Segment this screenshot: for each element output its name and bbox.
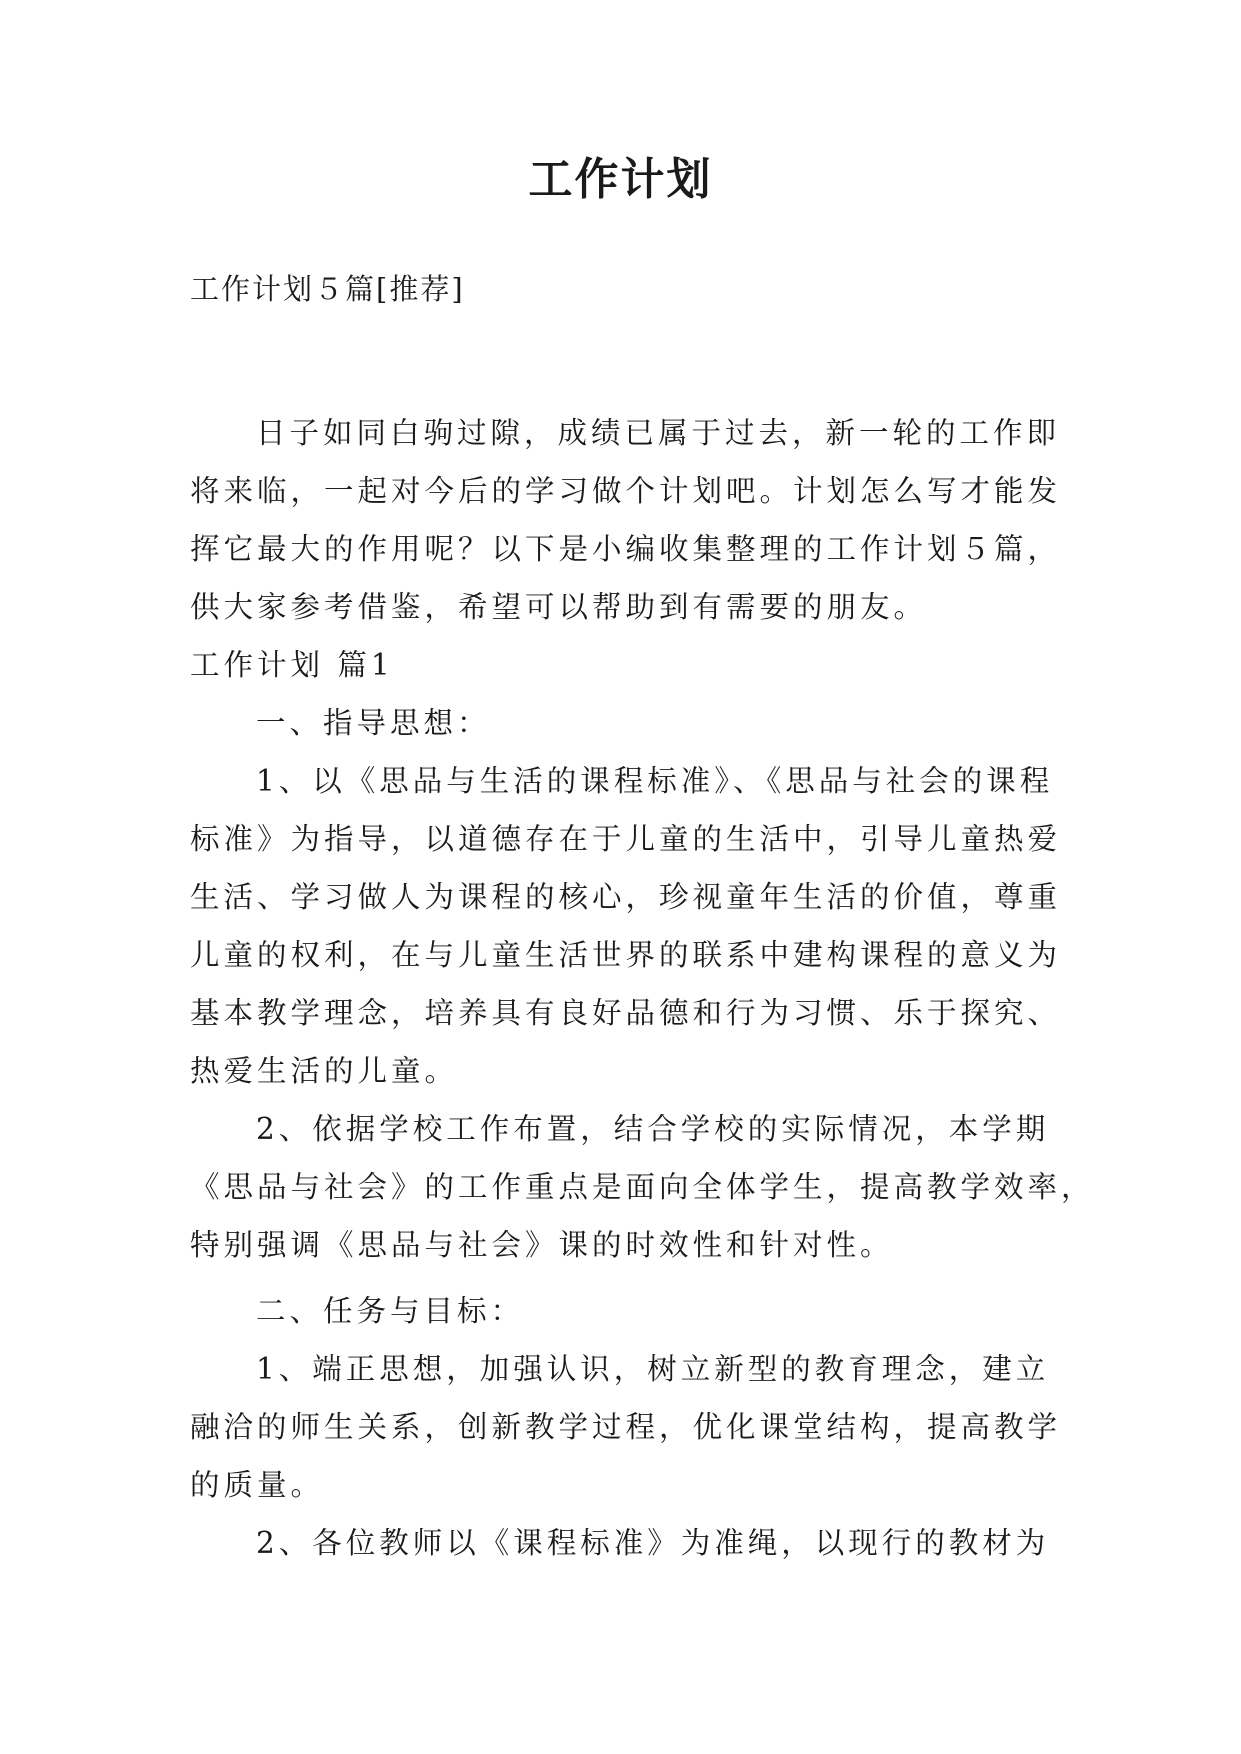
paragraph-3-line-3: 的质量。 [190, 1468, 325, 1502]
paragraph-2-line-3: 特别强调《思品与社会》课的时效性和针对性。 [190, 1228, 894, 1262]
intro-line-1: 日子如同白驹过隙，成绩已属于过去，新一轮的工作即 [256, 416, 1061, 450]
document-title: 工作计划 [528, 154, 713, 205]
intro-line-2: 将来临，一起对今后的学习做个计划吧。计划怎么写才能发 [190, 474, 1062, 508]
paragraph-1-line-4: 儿童的权利，在与儿童生活世界的联系中建构课程的意义为 [190, 938, 1062, 972]
document-body [190, 404, 1095, 1572]
paragraph-1-line-2: 标准》为指导，以道德存在于儿童的生活中，引导儿童热爱 [190, 822, 1062, 856]
paragraph-4-line-1: 2、各位教师以《课程标准》为准绳，以现行的教材为 [256, 1526, 1050, 1560]
paragraph-1-line-6: 热爱生活的儿童。 [190, 1054, 459, 1088]
paragraph-3-line-1: 1、端正思想，加强认识，树立新型的教育理念，建立 [256, 1352, 1050, 1386]
intro-line-4: 供大家参考借鉴，希望可以帮助到有需要的朋友。 [190, 590, 928, 624]
paragraph-gap [190, 1274, 1070, 1282]
heading-guiding-ideology: 一、指导思想： [256, 706, 491, 740]
heading-tasks-and-goals: 二、任务与目标： [256, 1294, 525, 1328]
paragraph-3-line-2: 融洽的师生关系，创新教学过程，优化课堂结构，提高教学 [190, 1410, 1062, 1444]
paragraph-2-line-1: 2、依据学校工作布置，结合学校的实际情况，本学期 [256, 1112, 1050, 1146]
paragraph-1-line-5: 基本教学理念，培养具有良好品德和行为习惯、乐于探究、 [190, 996, 1062, 1030]
paragraph-1-line-3: 生活、学习做人为课程的核心，珍视童年生活的价值，尊重 [190, 880, 1062, 914]
paragraph-2-line-2: 《思品与社会》的工作重点是面向全体学生，提高教学效率， [190, 1170, 1095, 1204]
intro-line-3: 挥它最大的作用呢？以下是小编收集整理的工作计划５篇， [190, 532, 1062, 566]
paragraph-1-line-1: 1、以《思品与生活的课程标准》、《思品与社会的课程 [256, 764, 1054, 798]
section-heading-plan-1: 工作计划 篇1 [190, 648, 394, 682]
document-subtitle: 工作计划５篇[推荐] [190, 272, 465, 306]
